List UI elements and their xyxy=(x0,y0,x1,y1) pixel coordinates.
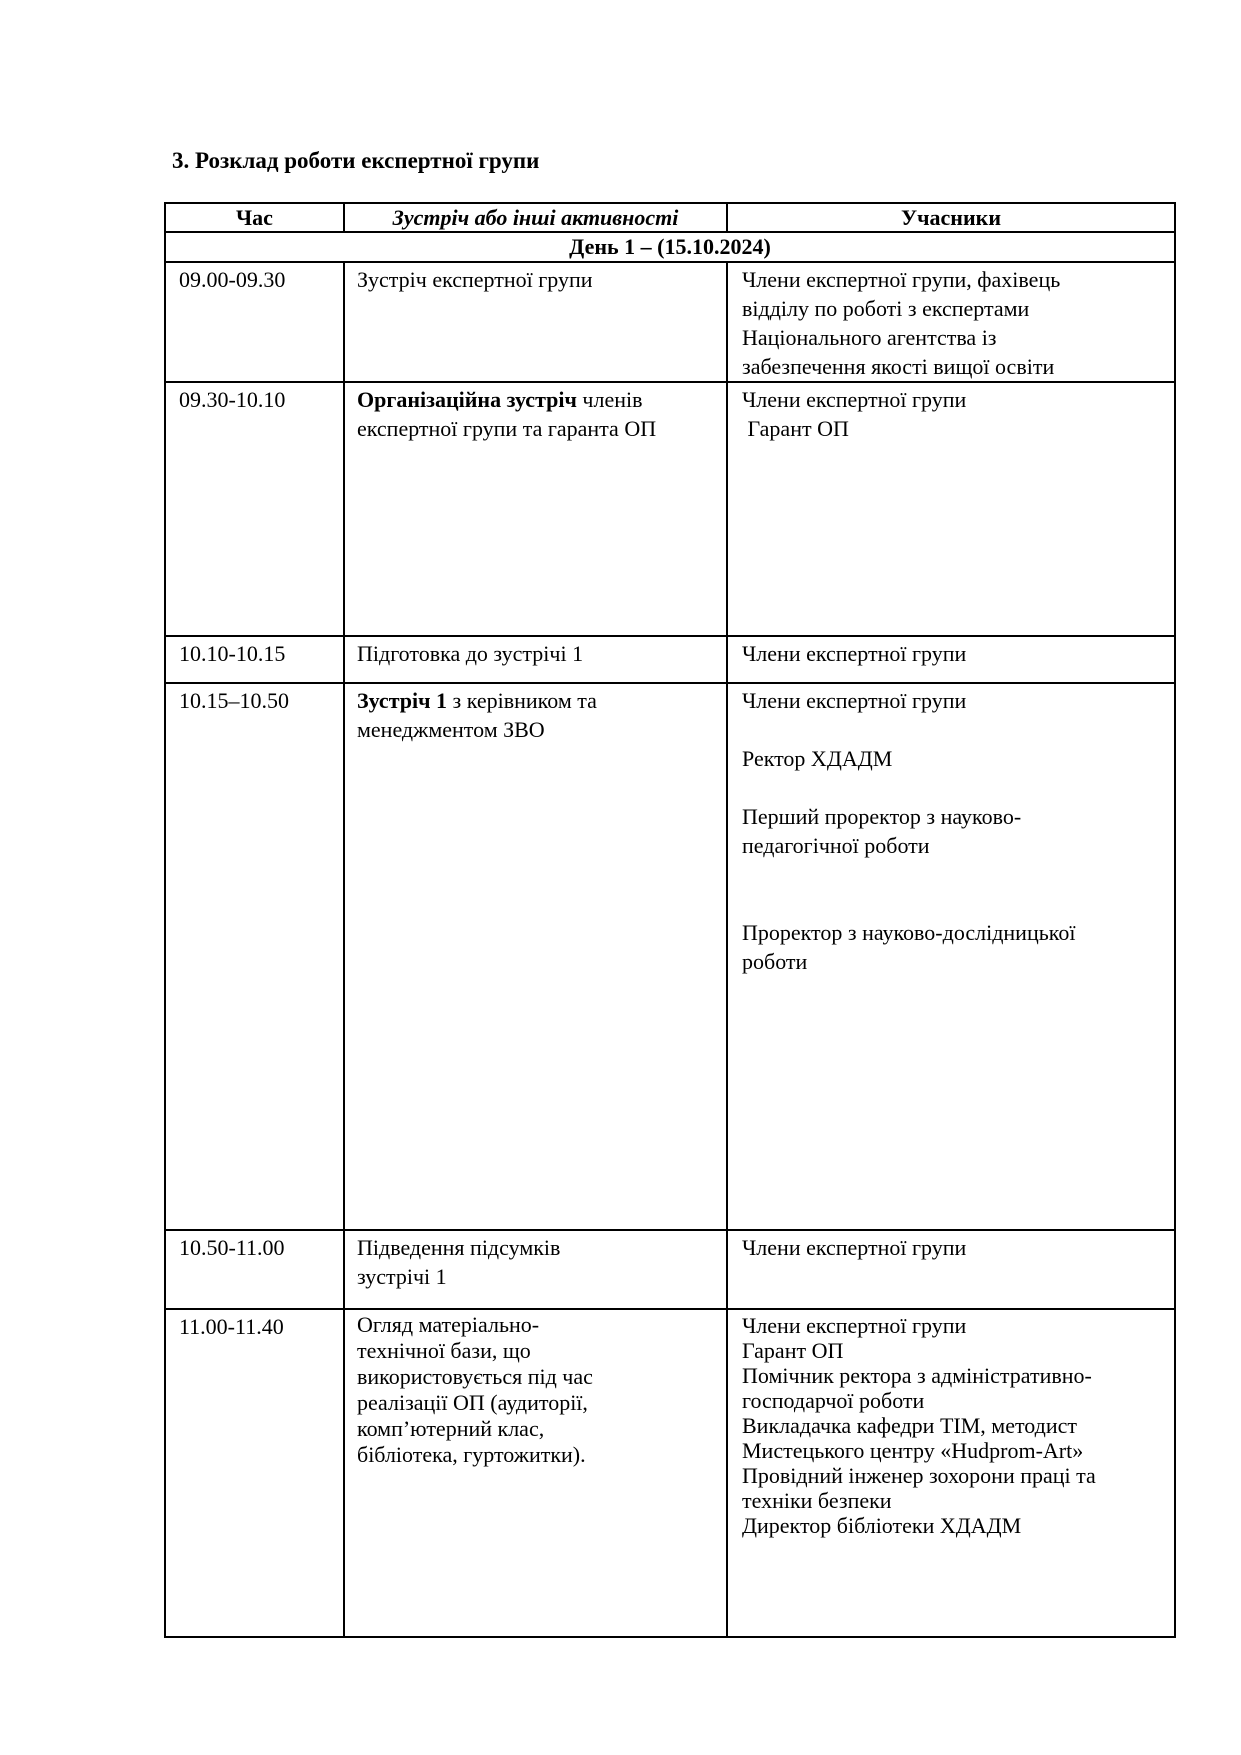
participant-line: забезпечення якості вищої освіти xyxy=(742,354,1055,379)
participant-line: Члени експертної групи xyxy=(742,641,967,666)
activity-line: Огляд матеріально- xyxy=(357,1312,540,1337)
activity-line: комп’ютерний клас, xyxy=(357,1416,545,1441)
table-row xyxy=(165,1230,1175,1309)
activity-text: членів xyxy=(576,387,643,412)
participant-line: Викладачка кафедри ТІМ, методист xyxy=(742,1413,1078,1438)
section-title: 3. Розклад роботи експертної групи xyxy=(172,148,540,173)
time-text: 09.30-10.10 xyxy=(179,387,286,412)
activity-line: експертної групи та гаранта ОП xyxy=(357,416,657,441)
time-text: 10.50-11.00 xyxy=(179,1235,285,1260)
header-time: Час xyxy=(165,203,344,232)
line-gap xyxy=(742,860,1168,918)
activity-bold-text: Організаційна зустріч xyxy=(357,387,577,412)
participant-line: Члени експертної групи xyxy=(742,1235,967,1260)
participant-line: Перший проректор з науково- xyxy=(742,804,1022,829)
activity-line: менеджментом ЗВО xyxy=(357,717,545,742)
time-cell xyxy=(165,262,344,382)
participant-line: Національного агентства із xyxy=(742,325,997,350)
participant-line: техніки безпеки xyxy=(742,1488,892,1513)
activity-line: Підведення підсумків xyxy=(357,1235,561,1260)
participant-line: Провідний інженер зохорони праці та xyxy=(742,1463,1096,1488)
line-gap xyxy=(742,773,1168,802)
time-text: 11.00-11.40 xyxy=(179,1314,284,1339)
table-row xyxy=(165,262,1175,382)
participants-cell xyxy=(727,1230,1175,1309)
participant-line: Члени експертної групи xyxy=(742,1313,967,1338)
table-row xyxy=(165,636,1175,683)
time-cell xyxy=(165,1309,344,1637)
activity-cell xyxy=(344,1309,727,1637)
activity-line: Зустріч експертної групи xyxy=(357,267,593,292)
participant-line: роботи xyxy=(742,949,808,974)
day-row xyxy=(165,232,1175,262)
participant-line: Проректор з науково-дослідницької xyxy=(742,920,1076,945)
participants-cell xyxy=(727,262,1175,382)
activity-line xyxy=(357,686,720,715)
activity-line: використовується під час xyxy=(357,1364,593,1389)
time-text: 10.10-10.15 xyxy=(179,641,286,666)
time-text: 09.00-09.30 xyxy=(179,267,286,292)
activity-cell xyxy=(344,683,727,1230)
activity-cell xyxy=(344,636,727,683)
participant-line: педагогічної роботи xyxy=(742,833,930,858)
participant-line: Мистецького центру «Hudprom-Art» xyxy=(742,1438,1084,1463)
participants-cell xyxy=(727,683,1175,1230)
participant-line: Члени експертної групи, фахівець xyxy=(742,267,1061,292)
time-cell xyxy=(165,683,344,1230)
participant-line: Гарант ОП xyxy=(742,1338,844,1363)
participant-line: Члени експертної групи xyxy=(742,387,967,412)
participants-cell xyxy=(727,636,1175,683)
line-gap xyxy=(742,715,1168,744)
participants-cell xyxy=(727,1309,1175,1637)
activity-line: технічної бази, що xyxy=(357,1338,531,1363)
participant-line: Помічник ректора з адміністративно- xyxy=(742,1363,1092,1388)
header-activity: Зустріч або інші активності xyxy=(344,203,727,232)
participant-line: відділу по роботі з експертами xyxy=(742,296,1030,321)
day-label: День 1 – (15.10.2024) xyxy=(165,232,1175,262)
table-row xyxy=(165,1309,1175,1637)
participants-cell xyxy=(727,382,1175,636)
participant-line: Гарант ОП xyxy=(742,416,849,441)
time-cell xyxy=(165,382,344,636)
activity-cell xyxy=(344,382,727,636)
participant-line: господарчої роботи xyxy=(742,1388,925,1413)
activity-line: зустрічі 1 xyxy=(357,1264,447,1289)
time-cell xyxy=(165,636,344,683)
activity-cell xyxy=(344,1230,727,1309)
activity-line: Підготовка до зустрічі 1 xyxy=(357,641,584,666)
participant-line: Члени експертної групи xyxy=(742,688,967,713)
activity-text: з керівником та xyxy=(447,688,597,713)
table-row xyxy=(165,382,1175,636)
table-row xyxy=(165,683,1175,1230)
participant-line: Ректор ХДАДМ xyxy=(742,746,893,771)
activity-bold-text: Зустріч 1 xyxy=(357,688,448,713)
participant-line: Директор бібліотеки ХДАДМ xyxy=(742,1513,1022,1538)
activity-line xyxy=(357,385,720,414)
activity-line: реалізації ОП (аудиторії, xyxy=(357,1390,588,1415)
activity-line: бібліотека, гуртожитки). xyxy=(357,1442,586,1467)
activity-cell xyxy=(344,262,727,382)
header-participants: Учасники xyxy=(727,203,1175,232)
schedule-table xyxy=(164,202,1176,1638)
time-text: 10.15–10.50 xyxy=(179,688,289,713)
time-cell xyxy=(165,1230,344,1309)
header-row xyxy=(165,203,1175,232)
